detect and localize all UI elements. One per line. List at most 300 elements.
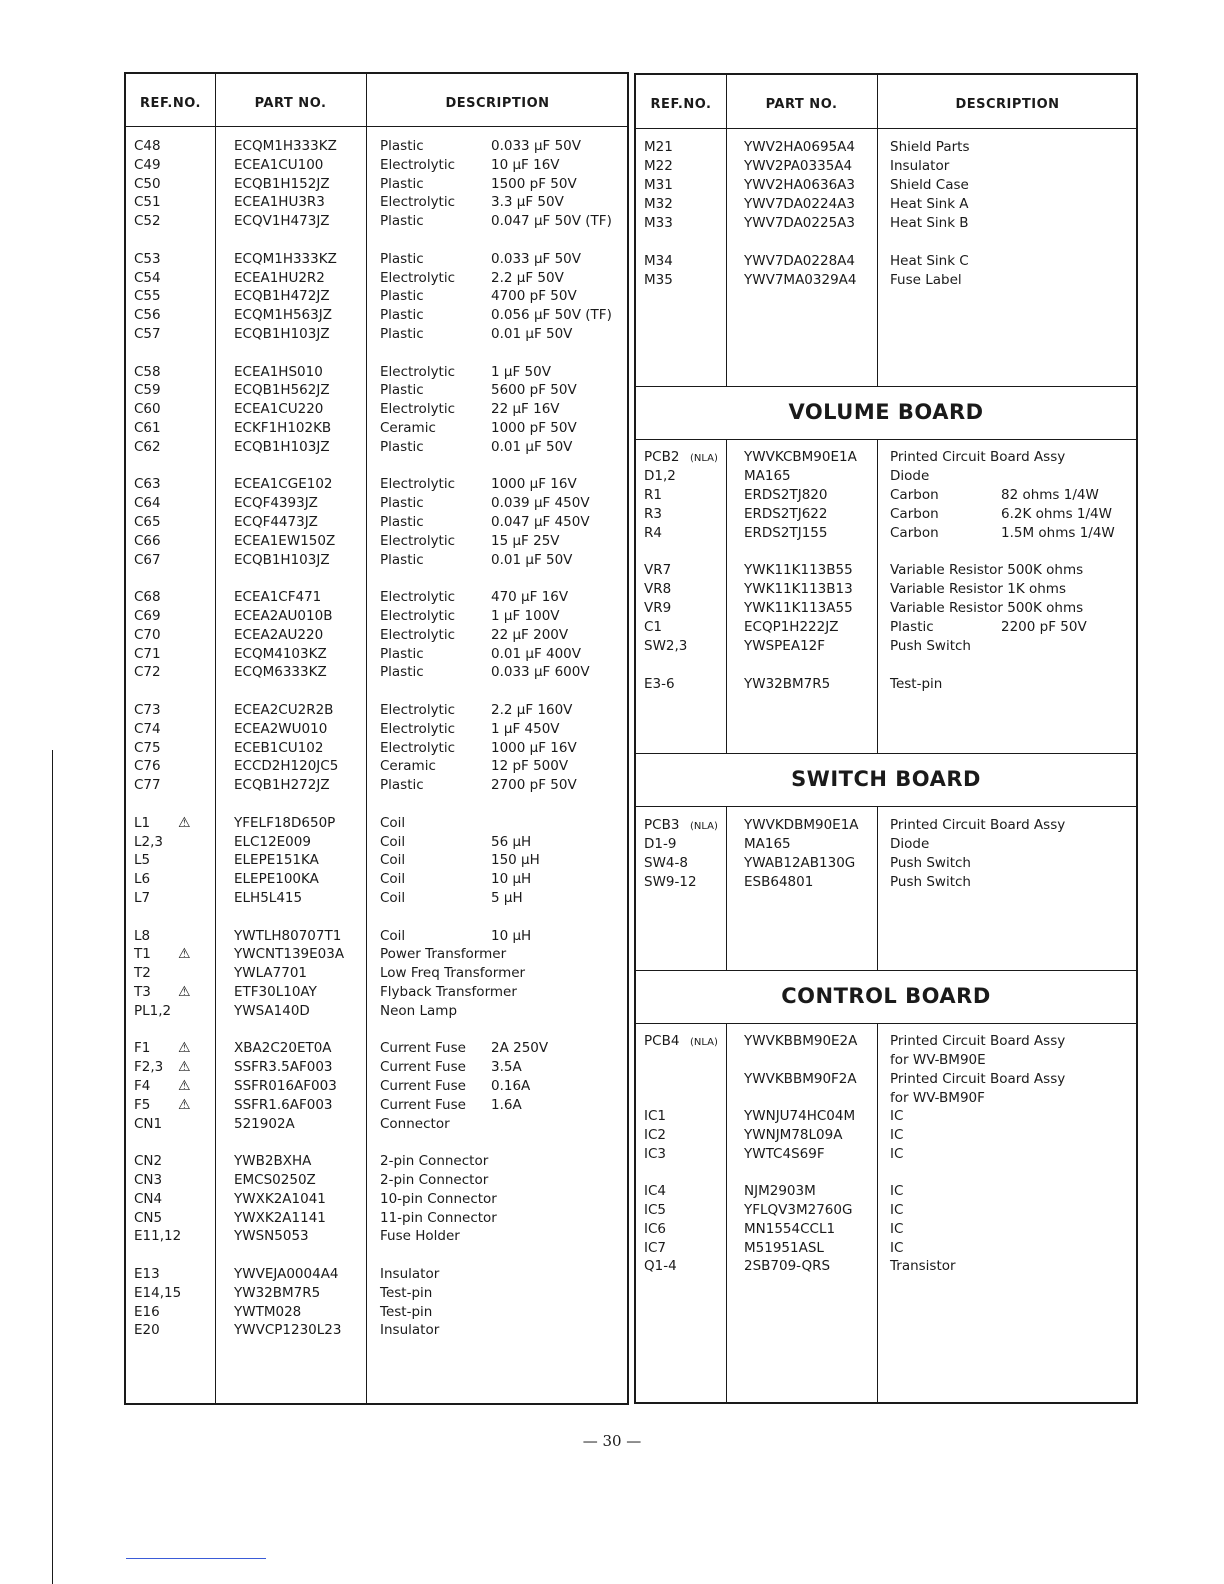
description-type: 2-pin Connector [380,1172,489,1188]
ref-no: F2,3 [134,1059,164,1076]
part-no: SSFR016AF003 [234,1078,337,1094]
description-type: Printed Circuit Board Assy [890,1071,1066,1087]
part-no: ECQM4103KZ [234,645,327,662]
ref-no: C66 [134,532,161,549]
part-no: ECEA1CU100 [234,156,324,173]
description-type: Shield Parts [890,139,970,155]
part-no: ECEA1EW150Z [234,532,336,549]
ref-no: C50 [134,175,161,192]
part-no: ECQB1H272JZ [234,777,330,794]
part-no: YWV7MA0329A4 [744,272,857,288]
description-type: 10-pin Connector [380,1190,497,1207]
ref-no: PL1,2 [134,1002,172,1019]
ref-no: L5 [134,852,151,869]
part-no: YWCNT139E03A [234,946,345,963]
part-no: ECQB1H152JZ [234,175,330,192]
part-no: ECQB1H103JZ [234,326,330,342]
ref-no: IC1 [644,1108,666,1124]
description-value: 10 µH [491,927,532,944]
description-type: Test-pin [890,676,943,692]
description-type: Insulator [380,1322,440,1339]
part-no: ECQB1H562JZ [234,382,330,399]
description-value: 2.2 µF 160V [491,702,573,718]
ref-no: R3 [644,506,662,522]
description-value: 1 µF 50V [491,363,551,380]
description-type: Carbon [890,506,939,522]
header-description: DESCRIPTION [445,96,550,111]
description-type: Current Fuse [380,1059,466,1076]
ref-no: E11,12 [134,1228,182,1245]
description-value: 0.01 µF 50V [491,438,573,455]
description-type: Heat Sink B [890,215,969,231]
ref-no: C57 [134,326,161,342]
part-no: NJM2903M [744,1183,816,1199]
part-no: XBA2C20ET0A [234,1040,332,1057]
part-no: YWV7DA0225A3 [744,215,855,231]
description-value: 470 µF 16V [491,589,569,606]
description-value: 12 pF 500V [491,758,569,775]
switch-board-band [636,753,1136,807]
ref-no: C60 [134,401,161,418]
description-value: 1.5M ohms 1/4W [1001,525,1115,541]
description-type: Low Freq Transformer [380,965,526,982]
part-no: ECEA1HU3R3 [234,194,325,211]
ref-no: C48 [134,138,161,154]
description-value: 22 µF 16V [491,401,560,418]
ref-no: C72 [134,664,161,681]
ref-no: C49 [134,156,161,173]
description-type: IC [890,1146,904,1162]
description-type: Printed Circuit Board Assy [890,817,1066,833]
description-type: Coil [380,833,406,850]
ref-no: T3 [134,984,151,1000]
description-value: 15 µF 25V [491,532,560,549]
ref-no: C59 [134,382,161,399]
description-type: Electrolytic [380,702,456,718]
part-no: YFLQV3M2760G [744,1202,853,1218]
description-value: 1 µF 450V [491,720,560,737]
description-type: Plastic [380,326,424,342]
description-type: Carbon [890,487,939,503]
ref-no: SW9-12 [644,874,697,890]
description-value: 1000 µF 16V [491,739,577,756]
part-no: ECQB1H103JZ [234,551,330,568]
description-type: Carbon [890,525,939,541]
part-no: ELEPE151KA [234,852,319,869]
volume-board-band [636,386,1136,440]
ref-no: IC3 [644,1146,666,1162]
ref-no: M34 [644,253,673,269]
ref-no: C65 [134,514,161,530]
ref-no: C75 [134,739,161,756]
description-type: Plastic [380,138,424,154]
safety-warning-icon: ⚠ [178,1078,191,1094]
header-part-no: PART NO. [254,96,327,111]
description-value: 0.01 µF 50V [491,326,573,342]
description-type: Electrolytic [380,626,456,643]
part-no: ECEA2AU010B [234,608,333,624]
ref-no: C56 [134,307,161,324]
description-type: Coil [380,814,406,831]
description-type: Coil [380,852,406,869]
ref-no: PCB4 [644,1033,680,1049]
part-no: ECQF4393JZ [234,495,318,512]
part-no: ERDS2TJ820 [744,487,828,503]
ref-no: IC4 [644,1183,666,1199]
description-type: Diode [890,468,930,484]
ref-no: VR9 [644,600,672,616]
part-no: M51951ASL [744,1240,824,1256]
description-value: 0.056 µF 50V (TF) [491,307,612,324]
part-no: ELH5L415 [234,890,303,906]
part-no: ECEA2WU010 [234,720,328,737]
description-type: Electrolytic [380,608,456,624]
ref-no: IC7 [644,1240,666,1256]
ref-no: C54 [134,269,161,286]
ref-no: F4 [134,1078,151,1094]
part-no: ECQM1H333KZ [234,250,337,267]
ref-no: C69 [134,608,161,624]
description-type: Transistor [890,1258,956,1274]
ref-no: C70 [134,626,161,643]
description-value: 5600 pF 50V [491,382,577,399]
part-no: ECEA2AU220 [234,626,324,643]
description-value: 0.039 µF 450V [491,495,590,512]
ref-no: D1,2 [644,468,676,484]
ref-no: C71 [134,645,161,662]
description-value: 0.01 µF 50V [491,551,573,568]
header-ref-no: REF.NO. [140,96,201,111]
description-value: 2700 pF 50V [491,777,577,794]
control-board-title: CONTROL BOARD [781,984,991,1008]
description-type: Insulator [380,1266,440,1282]
nla-note: (NLA) [690,1037,718,1048]
part-no: YWVCP1230L23 [234,1322,342,1339]
description-type: Heat Sink C [890,253,969,269]
ref-no: IC5 [644,1202,666,1218]
part-no: ECEA1CGE102 [234,476,333,493]
ref-no: C76 [134,758,161,775]
description-type: Connector [380,1115,450,1132]
ref-no: R1 [644,487,662,503]
ref-no: F1 [134,1040,151,1057]
part-no: ECEA1HS010 [234,363,323,380]
description-type: Electrolytic [380,739,456,756]
description-value: 1 µF 100V [491,608,560,624]
description-type: Electrolytic [380,720,456,737]
ref-no: CN1 [134,1115,163,1132]
part-no: YW32BM7R5 [744,676,831,692]
part-no: YWLA7701 [234,965,308,982]
description-value: 2200 pF 50V [1001,619,1087,635]
part-no: ECEA2CU2R2B [234,702,334,718]
description-value: 82 ohms 1/4W [1001,487,1099,503]
header-description-right: DESCRIPTION [955,97,1060,112]
description-type: Electrolytic [380,401,456,418]
ref-no: CN5 [134,1209,163,1226]
description-value: 0.033 µF 50V [491,138,581,154]
part-no: SSFR3.5AF003 [234,1059,333,1076]
description-type: Electrolytic [380,269,456,286]
part-no: ECQM6333KZ [234,664,327,681]
description-type: 11-pin Connector [380,1209,497,1226]
part-no: YWV2HA0636A3 [744,177,855,193]
part-no: ECQB1H103JZ [234,438,330,455]
description-type: Electrolytic [380,589,456,606]
ref-no: M32 [644,196,673,212]
ref-no: E13 [134,1266,160,1282]
description-type: Plastic [380,551,424,568]
part-no: ESB64801 [744,874,814,890]
part-no: YWTC4S69F [744,1146,825,1162]
description-type: Coil [380,890,406,906]
description-type: Variable Resistor 500K ohms [890,600,1084,616]
ref-no: C63 [134,476,161,493]
ref-no: R4 [644,525,662,541]
ref-no: SW4-8 [644,855,688,871]
ref-no: L7 [134,890,151,906]
part-no: YWSPEA12F [744,638,826,654]
description-value: 0.047 µF 450V [491,514,590,530]
part-no: ECEB1CU102 [234,739,324,756]
part-no: YWNJU74HC04M [744,1108,856,1124]
description-type: IC [890,1221,904,1237]
description-type: Electrolytic [380,363,456,380]
part-no: YWV2HA0695A4 [744,139,855,155]
nla-note: (NLA) [690,821,718,832]
ref-no: T2 [134,965,151,982]
description-value: 1000 pF 50V [491,420,577,436]
description-type: Coil [380,927,406,944]
description-type: Neon Lamp [380,1002,458,1019]
safety-warning-icon: ⚠ [178,1059,191,1076]
part-no: ECQM1H333KZ [234,138,337,154]
description-value: 150 µH [491,852,540,869]
description-type: Plastic [380,495,424,512]
part-no: YWTLH80707T1 [234,927,342,944]
description-value: 22 µF 200V [491,626,569,643]
ref-no: C1 [644,619,663,635]
part-no: YWSA140D [234,1002,310,1019]
ref-no: C58 [134,363,161,380]
description-type: Diode [890,836,930,852]
part-no: YWXK2A1041 [234,1190,326,1207]
description-type: Electrolytic [380,476,456,493]
description-type: for WV-BM90E [890,1052,986,1068]
description-value: 10 µF 16V [491,156,560,173]
ref-no: C53 [134,250,161,267]
part-no: ETF30L10AY [234,984,317,1000]
volume-board-title: VOLUME BOARD [788,400,984,424]
description-value: 6.2K ohms 1/4W [1001,506,1112,522]
ref-no: L2,3 [134,833,163,850]
description-value: 3.5A [491,1059,522,1076]
ref-no: CN2 [134,1153,163,1170]
part-no: YWVKBBM90F2A [744,1071,857,1087]
description-type: Plastic [380,250,424,267]
nla-note: (NLA) [690,453,718,464]
description-type: IC [890,1240,904,1256]
ref-no: E3-6 [644,676,675,692]
part-no: YWVEJA0004A4 [234,1266,339,1282]
description-type: Test-pin [380,1284,433,1301]
description-type: Electrolytic [380,532,456,549]
part-no: YWV7DA0224A3 [744,196,855,212]
part-no: ECKF1H102KB [234,420,332,436]
ref-no: L8 [134,927,151,944]
safety-warning-icon: ⚠ [178,946,191,963]
part-no: YWVKBBM90E2A [744,1033,858,1049]
description-type: Fuse Holder [380,1228,460,1245]
safety-warning-icon: ⚠ [178,1096,191,1113]
ref-no: M21 [644,139,673,155]
part-no: YWB2BXHA [234,1153,312,1170]
header-ref-no-right: REF.NO. [650,97,712,112]
ref-no: M22 [644,158,673,174]
header-part-no-right: PART NO. [765,97,838,112]
description-value: 0.033 µF 600V [491,664,590,681]
description-type: IC [890,1202,904,1218]
ref-no: E20 [134,1322,160,1339]
description-type: Current Fuse [380,1078,466,1094]
description-type: for WV-BM90F [890,1090,985,1106]
description-type: Plastic [380,777,424,794]
description-type: Plastic [380,645,424,662]
description-type: Flyback Transformer [380,984,517,1000]
description-type: Fuse Label [890,272,962,288]
safety-warning-icon: ⚠ [178,1040,191,1057]
page-number: — 30 — [582,1432,642,1450]
description-type: IC [890,1127,904,1143]
description-type: Plastic [380,382,424,399]
part-no: MA165 [744,836,791,852]
ref-no: C74 [134,720,161,737]
description-value: 1000 µF 16V [491,476,577,493]
description-value: 1.6A [491,1096,522,1113]
description-type: Push Switch [890,874,971,890]
description-type: Heat Sink A [890,196,969,212]
ref-no: CN4 [134,1190,163,1207]
description-type: Electrolytic [380,194,456,211]
ref-no: C73 [134,702,161,718]
description-type: Current Fuse [380,1096,466,1113]
ref-no: C68 [134,589,161,606]
description-value: 5 µH [491,890,523,906]
ref-no: IC2 [644,1127,666,1143]
ref-no: PCB3 [644,817,680,833]
description-type: Ceramic [380,758,436,775]
description-type: Insulator [890,158,950,174]
description-type: Coil [380,871,406,888]
part-no: YWV2PA0335A4 [744,158,853,174]
part-no: YWVKDBM90E1A [744,817,859,833]
part-no: YWK11K113B13 [744,581,853,597]
description-type: IC [890,1108,904,1124]
safety-warning-icon: ⚠ [178,984,191,1000]
ref-no: C51 [134,194,161,211]
part-no: EMCS0250Z [234,1172,316,1188]
part-no: 521902A [234,1115,295,1132]
ref-no: SW2,3 [644,638,688,654]
description-type: Plastic [380,213,424,230]
description-type: Power Transformer [380,946,507,963]
part-no: YWXK2A1141 [234,1209,326,1226]
description-value: 1500 pF 50V [491,175,577,192]
ref-no: C77 [134,777,161,794]
description-type: 2-pin Connector [380,1153,489,1170]
ref-no: C61 [134,420,161,436]
safety-warning-icon: ⚠ [178,814,191,831]
part-no: YWAB12AB130G [744,855,856,871]
part-no: YWV7DA0228A4 [744,253,855,269]
ref-no: CN3 [134,1172,163,1188]
ref-no: PCB2 [644,449,680,465]
description-type: Plastic [380,307,424,324]
part-no: 2SB709-QRS [744,1258,831,1274]
part-no: YWTM028 [234,1303,302,1320]
description-type: Test-pin [380,1303,433,1320]
part-no: YWK11K113B55 [744,562,853,578]
description-type: Printed Circuit Board Assy [890,449,1066,465]
control-board-band [636,970,1136,1024]
ref-no: E16 [134,1303,160,1320]
description-type: Electrolytic [380,156,456,173]
ref-no: VR7 [644,562,672,578]
part-no: MA165 [744,468,791,484]
description-type: Plastic [380,438,424,455]
ref-no: T1 [134,946,151,963]
description-value: 2.2 µF 50V [491,269,564,286]
ref-no: C52 [134,213,161,230]
part-no: ERDS2TJ622 [744,506,828,522]
ref-no: C64 [134,495,161,512]
ref-no: IC6 [644,1221,666,1237]
ref-no: VR8 [644,581,672,597]
description-type: Printed Circuit Board Assy [890,1033,1066,1049]
binding-margin-line [52,750,53,1584]
description-value: 0.047 µF 50V (TF) [491,213,612,230]
part-no: ECEA1CU220 [234,401,324,418]
switch-board-title: SWITCH BOARD [791,767,981,791]
part-no: ECQF4473JZ [234,514,318,530]
ref-no: E14,15 [134,1284,182,1301]
description-value: 0.01 µF 400V [491,645,581,662]
part-no: ECQP1H222JZ [744,619,839,635]
ref-no: F5 [134,1096,151,1113]
right-parts-table [634,73,1138,1404]
part-no: YWVKCBM90E1A [744,449,857,465]
part-no: ECEA1HU2R2 [234,269,325,286]
part-no: ECCD2H120JC5 [234,758,339,775]
part-no: YFELF18D650P [234,814,336,831]
ref-no: C67 [134,551,161,568]
ref-no: M33 [644,215,673,231]
ref-no: C62 [134,438,161,455]
description-type: Plastic [380,664,424,681]
part-no: ELC12E009 [234,833,311,850]
ref-no: D1-9 [644,836,677,852]
part-no: YW32BM7R5 [234,1284,321,1301]
part-no: ELEPE100KA [234,871,319,888]
description-type: Plastic [380,175,424,192]
part-no: ERDS2TJ155 [744,525,828,541]
description-type: IC [890,1183,904,1199]
description-value: 0.033 µF 50V [491,250,581,267]
ref-no: L6 [134,871,151,888]
description-type: Variable Resistor 1K ohms [890,581,1066,597]
description-type: Plastic [380,288,424,305]
description-type: Current Fuse [380,1040,466,1057]
